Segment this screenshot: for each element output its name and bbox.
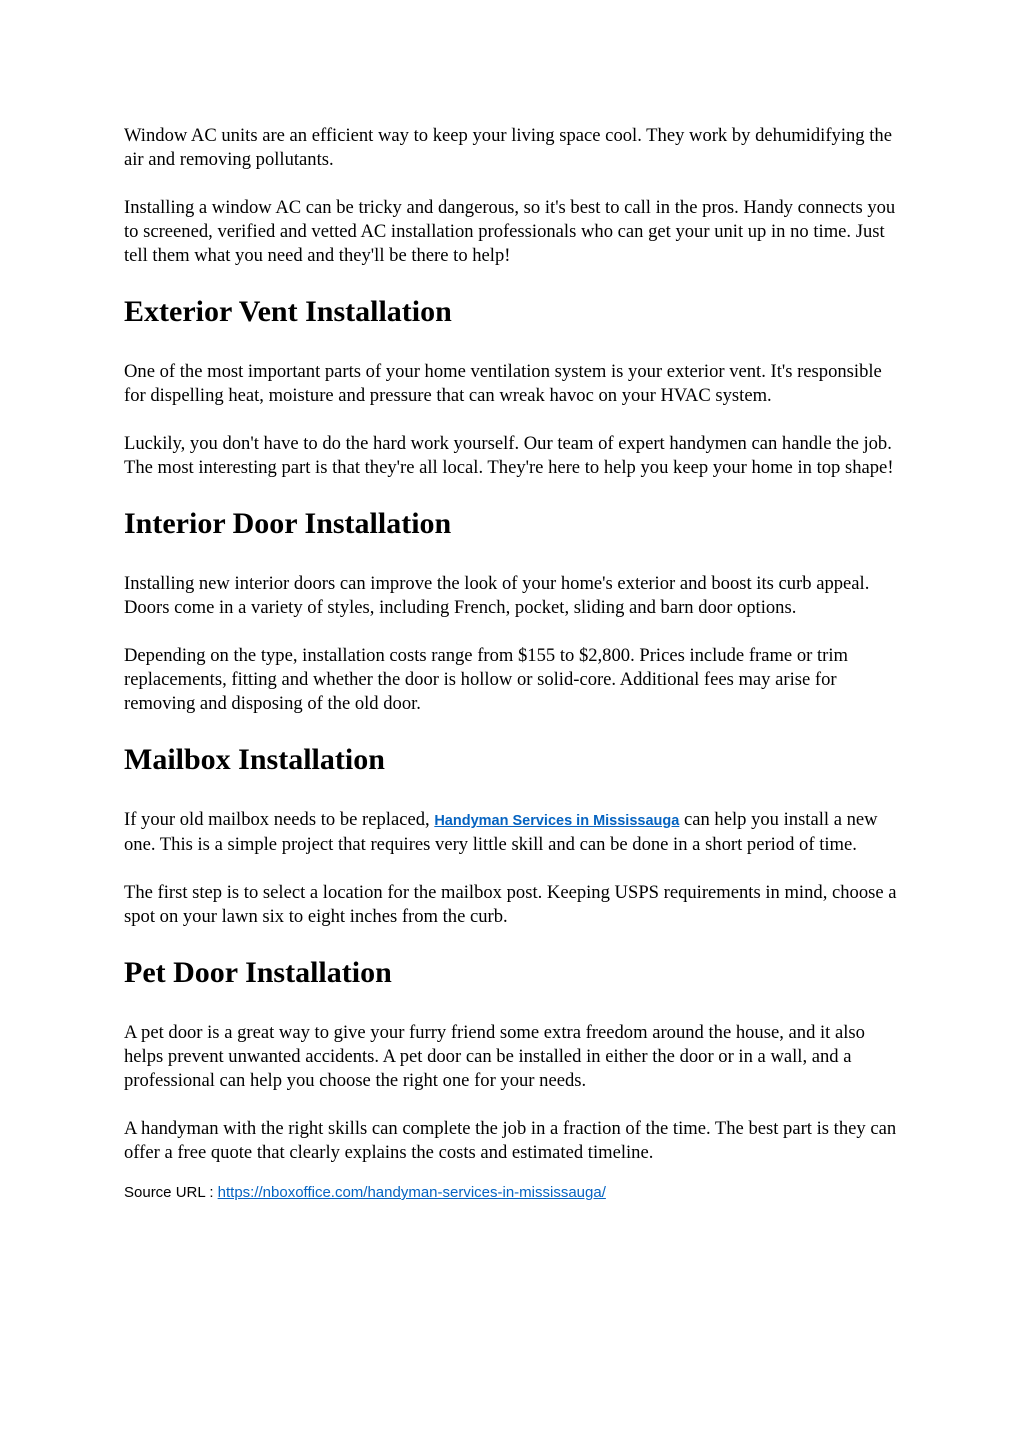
heading-mailbox: Mailbox Installation (124, 743, 385, 776)
mailbox-paragraph-1-after: can help you install a new one. This is a simple project that requires very little skill and can be done in a short period of time. (124, 809, 878, 855)
source-url-line (124, 1183, 904, 1203)
pet-door-paragraph-1: A pet door is a great way to give your furry friend some extra freedom around the house, and it also helps prevent unwanted accidents. A pet door can be installed in either the door or in a wall, and a professional can help you choose the right one for your needs. (124, 1022, 865, 1091)
document-page (124, 124, 904, 1203)
interior-door-paragraph-2: Depending on the type, installation costs range from $155 to $2,800. Prices include frame or trim replacements, fitting and whether the door is hollow or solid-core. Additional fees may arise for removing and disposing of the old door. (124, 645, 848, 714)
exterior-vent-paragraph-2: Luckily, you don't have to do the hard work yourself. Our team of expert handymen can handle the job. The most interesting part is that they're all local. They're here to help you keep your home in top shape! (124, 433, 894, 478)
mailbox-paragraph-2: The first step is to select a location for the mailbox post. Keeping USPS requirements in mind, choose a spot on your lawn six to eight inches from the curb. (124, 882, 897, 927)
pet-door-paragraph-2: A handyman with the right skills can complete the job in a fraction of the time. The best part is they can offer a free quote that clearly explains the costs and estimated timeline. (124, 1118, 897, 1163)
source-url-label: Source URL : (124, 1184, 218, 1201)
intro-paragraph-1: Window AC units are an efficient way to keep your living space cool. They work by dehumidifying the air and removing pollutants. (124, 125, 892, 170)
exterior-vent-paragraph-1: One of the most important parts of your home ventilation system is your exterior vent. It's responsible for dispelling heat, moisture and pressure that can wreak havoc on your HVAC system. (124, 361, 882, 406)
mailbox-paragraph-1 (124, 808, 904, 857)
heading-interior-door: Interior Door Installation (124, 507, 452, 540)
source-url-link[interactable]: https://nboxoffice.com/handyman-services-in-mississauga/ (217, 1184, 606, 1201)
handyman-services-link[interactable]: Handyman Services in Mississauga (434, 813, 680, 829)
mailbox-paragraph-1-before: If your old mailbox needs to be replaced, (124, 809, 435, 830)
interior-door-paragraph-1: Installing new interior doors can improve the look of your home's exterior and boost its curb appeal. Doors come in a variety of styles, including French, pocket, sliding and barn door options. (124, 573, 870, 618)
heading-pet-door: Pet Door Installation (124, 956, 392, 989)
heading-exterior-vent: Exterior Vent Installation (124, 295, 452, 328)
intro-paragraph-2: Installing a window AC can be tricky and dangerous, so it's best to call in the pros. Handy connects you to screened, verified and vetted AC installation professionals who can get your unit up in no time. Just tell them what you need and they'll be there to help! (124, 197, 896, 266)
